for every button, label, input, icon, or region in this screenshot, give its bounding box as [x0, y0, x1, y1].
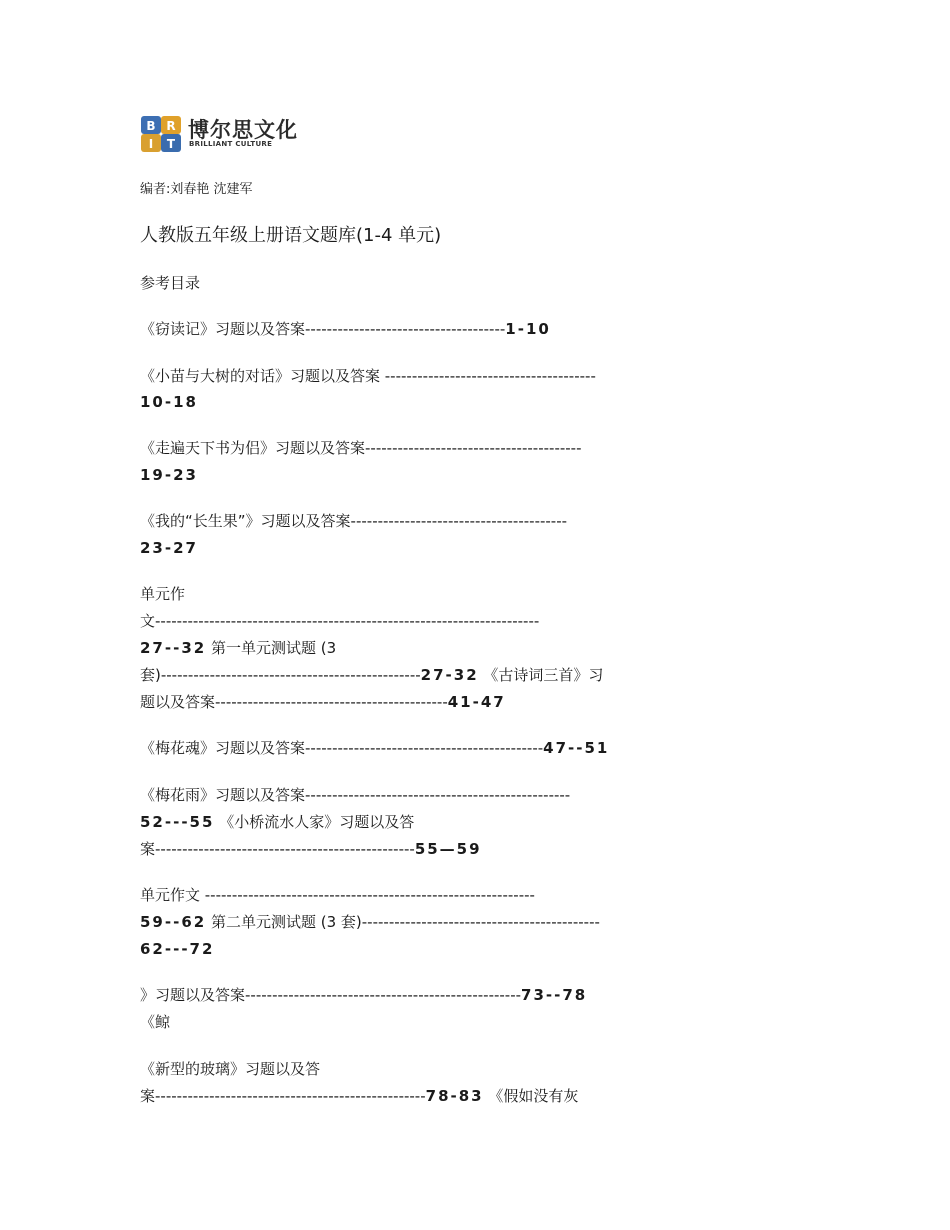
- toc-page-range: 27-32: [420, 666, 479, 684]
- toc-heading: 参考目录: [140, 274, 201, 292]
- toc-line-13: [140, 839, 482, 859]
- logo-letter-r: R: [166, 119, 176, 133]
- toc-text: 《窃读记》习题以及答案-------------------------------------: [140, 320, 506, 338]
- toc-page-range: 55—59: [414, 840, 482, 858]
- toc-text: 题以及答案-------------------------------------------: [140, 693, 448, 711]
- toc-line-19: [140, 1059, 320, 1079]
- toc-text-after: 《古诗词三首》习: [478, 666, 604, 684]
- toc-line-2: [140, 366, 596, 386]
- toc-text: 《新型的玻璃》习题以及答: [140, 1060, 321, 1078]
- logo-letter-i: I: [148, 137, 154, 151]
- toc-page-range: 27--32: [140, 639, 207, 657]
- toc-page-range: 62---72: [140, 940, 215, 958]
- toc-text-after: 《假如没有灰: [483, 1087, 579, 1105]
- toc-line-18: [140, 1012, 170, 1032]
- toc-line-7: [140, 638, 336, 658]
- toc-text: 《我的“长生果”》习题以及答案----------------------------------------: [140, 512, 568, 530]
- toc-page-range: 59--62: [140, 913, 207, 931]
- toc-text-after: 第二单元测试题 (3 套)--------------------------------------------: [206, 913, 600, 931]
- toc-text-after: 第一单元测试题 (3: [206, 639, 337, 657]
- toc-line-10: [140, 738, 609, 758]
- toc-page-range: 23-27: [140, 539, 198, 557]
- brand-logo: [140, 112, 320, 156]
- toc-line-17: [140, 985, 587, 1005]
- toc-text: 单元作: [140, 585, 186, 603]
- toc-line-15: [140, 912, 600, 932]
- toc-line-12: [140, 812, 414, 832]
- toc-line-4: [140, 511, 567, 531]
- toc-line-1: [140, 319, 551, 339]
- toc-page-range: 78-83: [425, 1087, 484, 1105]
- toc-text: 《走遍天下书为侣》习题以及答案----------------------------------------: [140, 439, 582, 457]
- toc-line-20: [140, 1086, 578, 1106]
- logo-emblem-icon: [140, 114, 182, 154]
- logo-english-text: BRILLIANT CULTURE: [189, 140, 273, 148]
- toc-text: 文-----------------------------------------------------------------------: [140, 612, 540, 630]
- toc-line-9: [140, 692, 506, 712]
- toc-page-range: 41-47: [447, 693, 506, 711]
- toc-page-range: 47--51: [543, 739, 610, 757]
- toc-line-8: [140, 665, 603, 685]
- toc-text-after: 《小桥流水人家》习题以及答: [214, 813, 415, 831]
- toc-text: 《小苗与大树的对话》习题以及答案 ---------------------------------------: [140, 367, 596, 385]
- logo-letter-t: T: [166, 137, 176, 151]
- toc-page-range: 52---55: [140, 813, 215, 831]
- logo-chinese-text: 博尔思文化: [188, 118, 298, 142]
- toc-line-14: [140, 885, 535, 905]
- toc-text: 套)------------------------------------------------: [140, 666, 421, 684]
- toc-line-3: [140, 438, 582, 458]
- toc-line-4-cont: [140, 538, 198, 558]
- toc-line-2-cont: [140, 392, 198, 412]
- toc-page-range: 10-18: [140, 393, 198, 411]
- toc-text: 案------------------------------------------------: [140, 840, 415, 858]
- toc-line-16: [140, 939, 214, 959]
- toc-page-range: 19-23: [140, 466, 198, 484]
- author-line: 编者:刘春艳 沈建军: [140, 182, 253, 197]
- toc-text: 单元作文 -------------------------------------------------------------: [140, 886, 535, 904]
- toc-line-3-cont: [140, 465, 198, 485]
- toc-text: 《梅花魂》习题以及答案--------------------------------------------: [140, 739, 544, 757]
- toc-line-11: [140, 785, 570, 805]
- toc-page-range: 73--78: [521, 986, 588, 1004]
- toc-text: 《梅花雨》习题以及答案-------------------------------------------------: [140, 786, 571, 804]
- document-title: 人教版五年级上册语文题库(1-4 单元): [140, 225, 442, 246]
- toc-line-6: [140, 611, 539, 631]
- toc-text: 》习题以及答案---------------------------------------------------: [140, 986, 522, 1004]
- toc-line-5: [140, 584, 185, 604]
- toc-page-range: 1-10: [505, 320, 551, 338]
- logo-letter-b: B: [146, 119, 156, 133]
- toc-text: 《鲸: [140, 1013, 171, 1031]
- toc-text: 案--------------------------------------------------: [140, 1087, 426, 1105]
